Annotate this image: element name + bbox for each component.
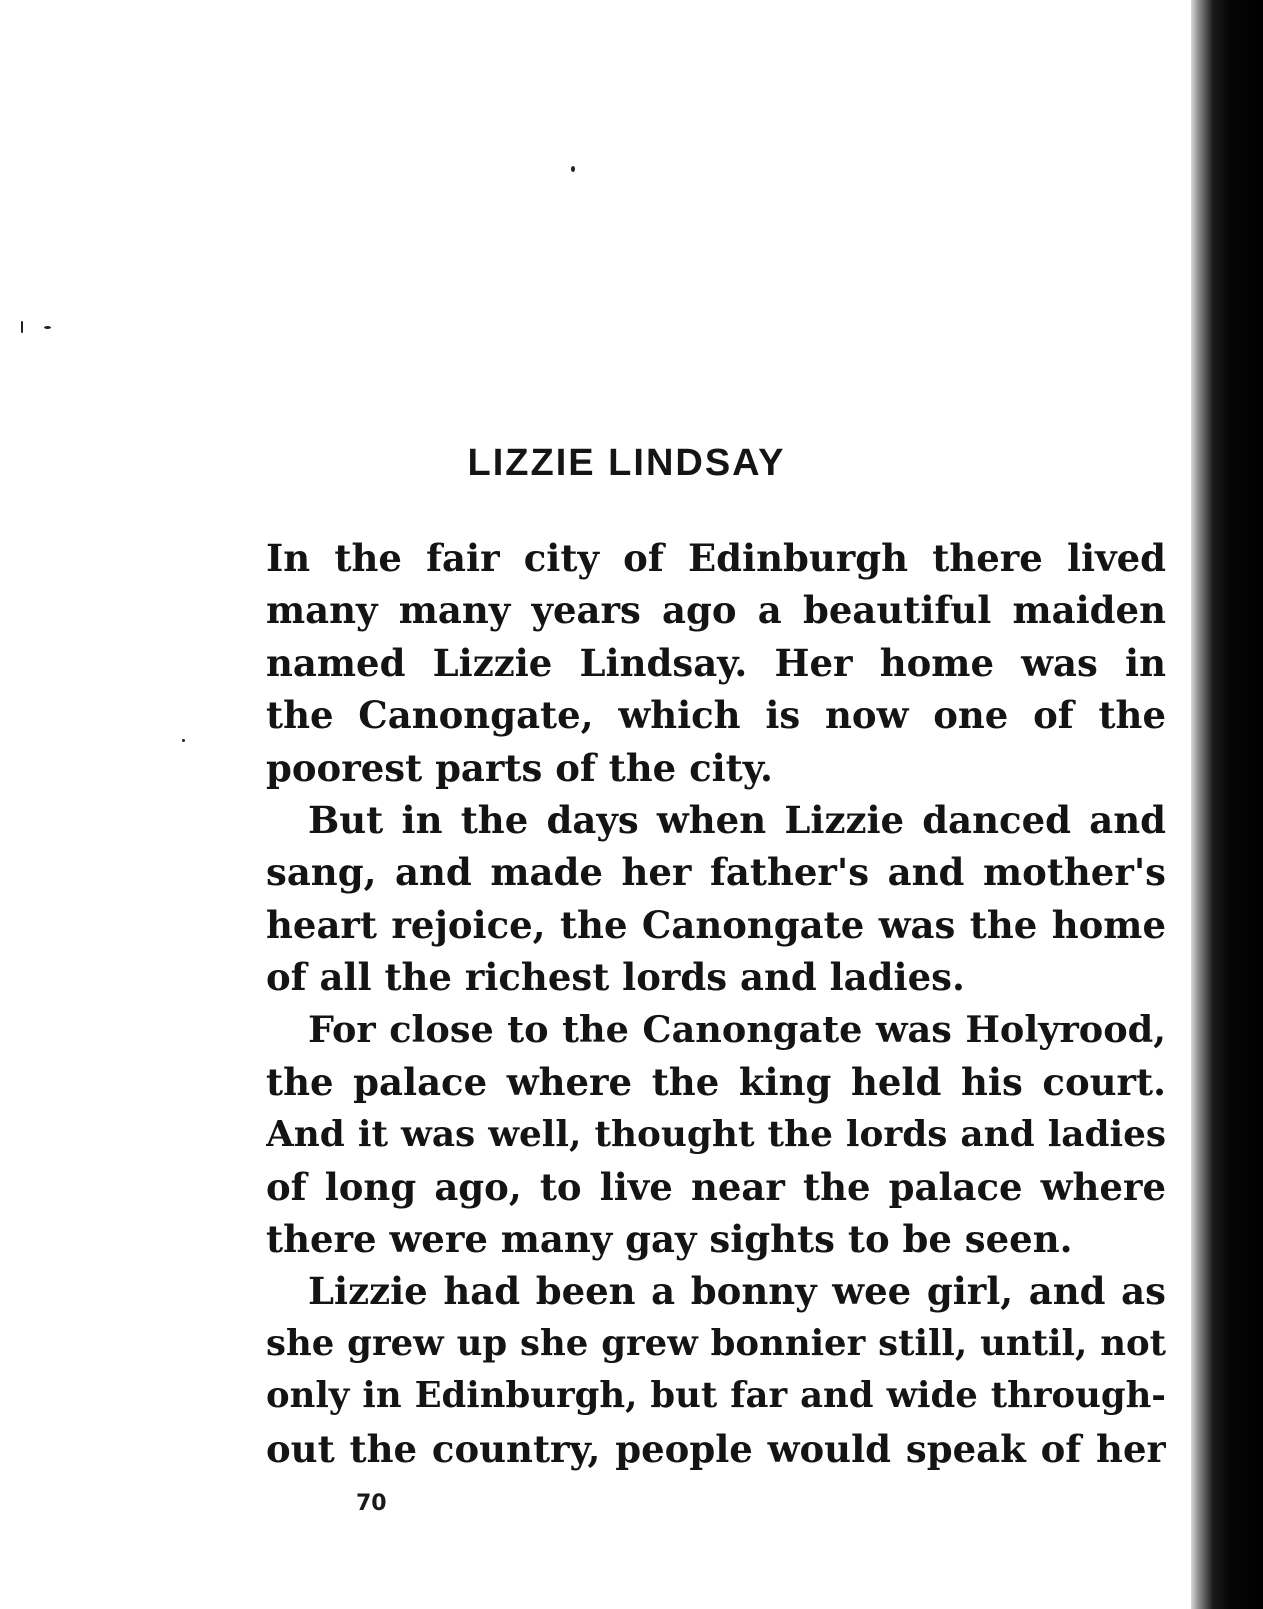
binding-edge [1191, 0, 1263, 1609]
text-line: poorest parts of the city. [266, 745, 773, 790]
text-line: the Canongate, which is now one of the [266, 693, 1166, 738]
text-line: there were many gay sights to be seen. [266, 1217, 1073, 1262]
text-line: only in Edinburgh, but far and wide through- [266, 1375, 1166, 1417]
scan-speck [182, 739, 185, 742]
text-line: sang, and made her father's and mother's [266, 850, 1166, 895]
text-line: she grew up she grew bonnier still, until, not [266, 1322, 1166, 1364]
text-line: many many years ago a beautiful maiden [266, 588, 1166, 633]
body-text [266, 532, 1166, 1475]
text-line: In the fair city of Edinburgh there lived [266, 536, 1166, 580]
paragraph [266, 1004, 1166, 1266]
text-line: of all the richest lords and ladies. [266, 955, 965, 1000]
scan-speck [44, 326, 51, 329]
text-line: named Lizzie Lindsay. Her home was in [266, 640, 1166, 685]
text-line: Lizzie had been a bonny wee girl, and as [308, 1269, 1166, 1314]
paragraph [266, 532, 1166, 794]
chapter-title: LIZZIE LINDSAY [467, 442, 786, 484]
text-line: out the country, people would speak of her [266, 1426, 1166, 1471]
text-line: heart rejoice, the Canongate was the home [266, 902, 1166, 947]
text-line: And it was well, thought the lords and ladies [266, 1113, 1166, 1156]
text-line: of long ago, to live near the palace where [266, 1164, 1166, 1209]
scan-speck [571, 166, 575, 172]
scan-speck [21, 321, 23, 333]
paragraph [266, 1265, 1166, 1475]
page-number: 70 [356, 1491, 387, 1516]
text-line: the palace where the king held his court. [266, 1059, 1166, 1104]
paragraph [266, 794, 1166, 1004]
text-line: For close to the Canongate was Holyrood, [308, 1007, 1166, 1051]
text-line: But in the days when Lizzie danced and [308, 797, 1166, 842]
